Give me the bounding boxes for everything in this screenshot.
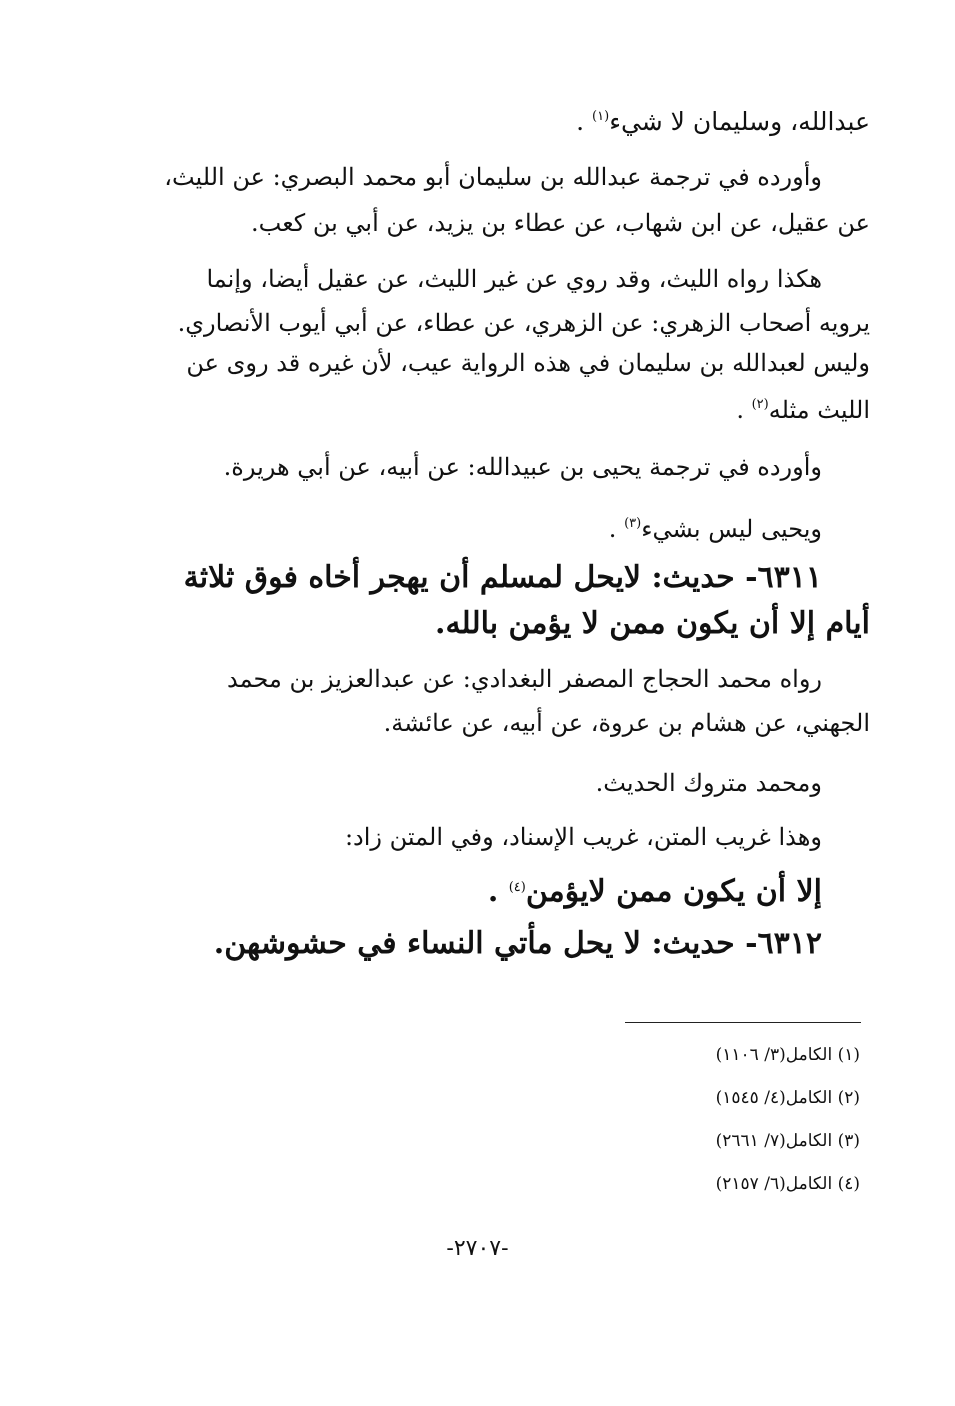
footnote-marker: (٣) bbox=[624, 516, 642, 531]
footnote-item: (٢) الكامل(٤/ ١٥٤٥) bbox=[715, 1088, 860, 1108]
text-line: ومحمد متروك الحديث. bbox=[595, 769, 822, 797]
page-number: -٢٧٠٧- bbox=[446, 1236, 509, 1261]
text-line-end: . bbox=[487, 874, 509, 909]
text-line: وهذا غريب المتن، غريب الإسناد، وفي المتن زاد: bbox=[344, 823, 822, 851]
hadith-heading: ٦٣١٢- حديث: لا يحل مأتي النساء في حشوشهن. bbox=[213, 926, 822, 961]
paragraph-3 bbox=[110, 262, 870, 427]
text-line: عن عقيل، عن ابن شهاب، عن عطاء بن يزيد، عن أبي بن كعب. bbox=[251, 209, 870, 237]
footnote-marker: (٤) bbox=[508, 880, 526, 895]
line-1 bbox=[110, 100, 870, 139]
footnote-marker: (٢) bbox=[751, 397, 769, 412]
footnote-marker: (١) bbox=[592, 109, 610, 124]
paragraph-8 bbox=[110, 820, 870, 854]
footnotes bbox=[560, 1040, 860, 1212]
paragraph-6 bbox=[110, 662, 870, 740]
hadith-heading-cont: أيام إلا أن يكون ممن لا يؤمن بالله. bbox=[435, 606, 870, 641]
paragraph-5 bbox=[110, 507, 870, 546]
text-line: إلا أن يكون ممن لايؤمن bbox=[525, 874, 822, 909]
text-line: وأورده في ترجمة يحيى بن عبيدالله: عن أبيه، عن أبي هريرة. bbox=[223, 453, 822, 481]
text-line: الجهني، عن هشام بن عروة، عن أبيه، عن عائشة. bbox=[383, 709, 870, 737]
hadith-6311 bbox=[110, 558, 870, 644]
paragraph-4 bbox=[110, 450, 870, 484]
footnote-item: (٤) الكامل(٦/ ٢١٥٧) bbox=[715, 1174, 860, 1194]
text-line: وليس لعبدالله بن سليمان في هذه الرواية عيب، لأن غيره قد روى عن bbox=[186, 349, 870, 377]
text-line: الليث مثله bbox=[768, 396, 870, 424]
paragraph-2 bbox=[110, 160, 870, 240]
hadith-heading: ٦٣١١- حديث: لايحل لمسلم أن يهجر أخاه فوق ثلاثة bbox=[183, 560, 822, 595]
text-line: رواه محمد الحجاج المصفر البغدادي: عن عبدالعزيز بن محمد bbox=[227, 665, 822, 693]
text-line: هكذا رواه الليث، وقد روي عن غير الليث، عن عقيل أيضا، وإنما bbox=[206, 265, 822, 293]
footnote-item: (٣) الكامل(٧/ ٢٦٦١) bbox=[715, 1131, 860, 1151]
text-line: يرويه أصحاب الزهري: عن الزهري، عن عطاء، عن أبي أيوب الأنصاري. bbox=[177, 309, 870, 337]
text-line: وأورده في ترجمة عبدالله بن سليمان أبو محمد البصري: عن الليث، bbox=[164, 163, 822, 191]
text-line-end: . bbox=[576, 107, 593, 136]
text-line: ويحيى ليس بشيء bbox=[641, 515, 822, 543]
paragraph-9 bbox=[110, 868, 870, 912]
text-line: عبدالله، وسليمان لا شيء bbox=[609, 107, 870, 136]
text-line-end: . bbox=[608, 515, 625, 543]
footnote-divider bbox=[625, 1022, 861, 1023]
paragraph-7 bbox=[110, 766, 870, 800]
hadith-6312 bbox=[110, 924, 870, 964]
text-line-end: . bbox=[736, 396, 752, 424]
footnote-item: (١) الكامل(٣/ ١١٠٦) bbox=[715, 1045, 860, 1065]
